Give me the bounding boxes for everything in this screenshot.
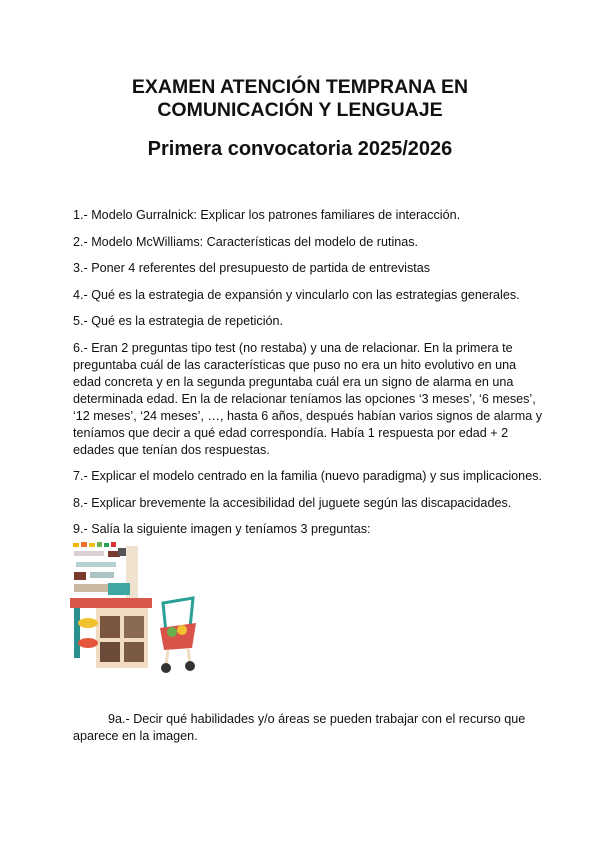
question-7: 7.- Explicar el modelo centrado en la familia (nuevo paradigma) y sus implicaciones. — [73, 469, 542, 483]
question-9: 9.- Salía la siguiente imagen y teníamos 3 preguntas: — [73, 522, 371, 536]
shopping-cart — [160, 598, 196, 673]
question-list — [73, 207, 543, 548]
toy-supermarket-image — [68, 538, 203, 678]
question-6: 6.- Eran 2 preguntas tipo test (no restaba) y una de relacionar. En la primera te preguntaba cuál de las características que puso no era un hito evolutivo en una edad concreta y en la segunda preguntaba cuál era un signo de alarma en una determinada edad. En la de relacionar teníamos las opciones ‘3 meses’, ‘6 meses’, ‘12 meses’, ‘24 meses’, …, hasta 6 años, después habían varios signos de alarma y teníamos que decir a qué edad correspondía. Había 1 respuesta por edad + 2 edades que tenían dos respuestas. — [73, 340, 543, 457]
exam-title — [0, 76, 600, 122]
question-1: 1.- Modelo Gurralnick: Explicar los patrones familiares de interacción. — [73, 208, 461, 222]
title-line-2: COMUNICACIÓN Y LENGUAJE — [157, 99, 443, 121]
question-4: 4.- Qué es la estrategia de expansión y vincularlo con las estrategias generales. — [73, 287, 520, 302]
title-line-1: EXAMEN ATENCIÓN TEMPRANA EN — [131, 76, 469, 98]
question-3: 3.- Poner 4 referentes del presupuesto de partida de entrevistas — [73, 261, 431, 275]
question-8: 8.- Explicar brevemente la accesibilidad del juguete según las discapacidades. — [73, 495, 512, 510]
question-9a: 9a.- Decir qué habilidades y/o áreas se pueden trabajar con el recurso que aparece en la imagen. — [73, 712, 526, 743]
question-2: 2.- Modelo McWilliams: Características del modelo de rutinas. — [73, 234, 419, 249]
question-5: 5.- Qué es la estrategia de repetición. — [73, 314, 284, 328]
exam-subtitle: Primera convocatoria 2025/2026 — [147, 138, 453, 160]
